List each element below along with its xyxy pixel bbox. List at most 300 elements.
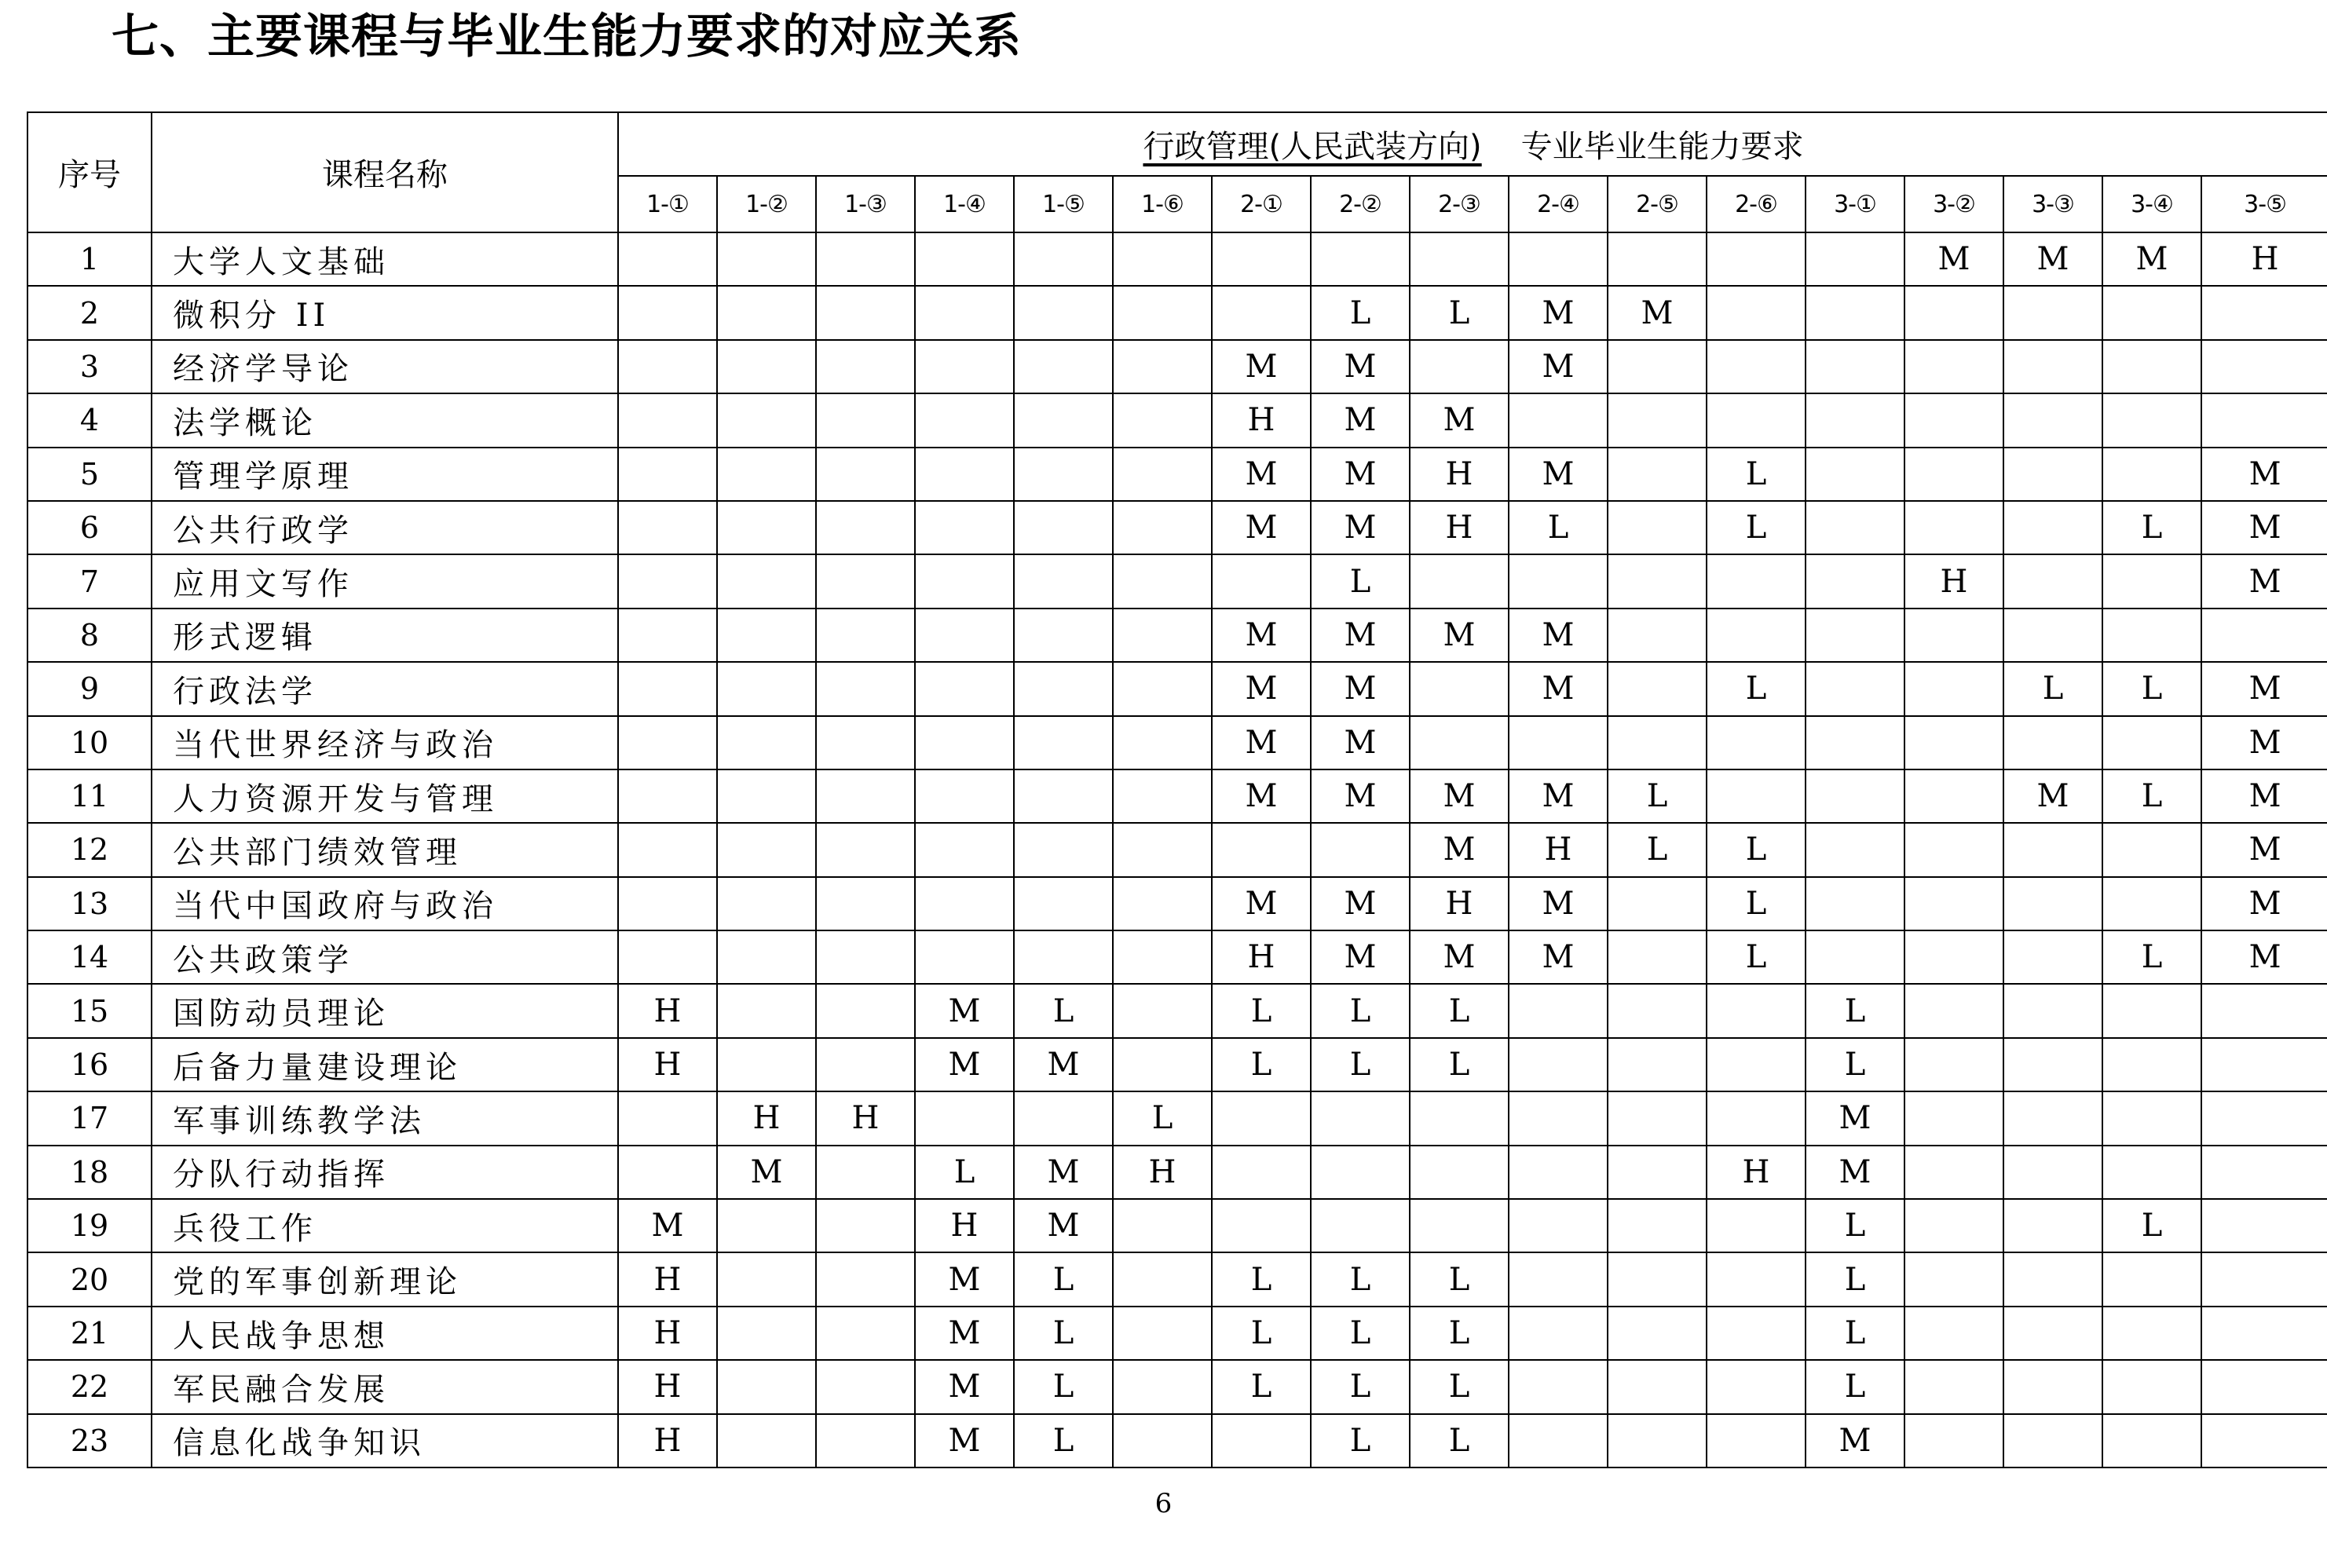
row-seq: 8 xyxy=(27,609,152,662)
ability-level-cell: M xyxy=(1311,877,1410,930)
row-seq: 7 xyxy=(27,554,152,608)
ability-column-header: 2-② xyxy=(1311,176,1410,232)
ability-level-cell xyxy=(2102,1414,2201,1467)
ability-level-cell xyxy=(1904,662,2003,715)
ability-level-cell xyxy=(1014,448,1113,501)
ability-level-cell: M xyxy=(1410,769,1509,823)
ability-level-cell xyxy=(816,930,915,984)
row-seq: 19 xyxy=(27,1199,152,1252)
ability-level-cell xyxy=(915,716,1014,769)
ability-level-cell xyxy=(2102,393,2201,447)
ability-level-cell xyxy=(1113,1038,1212,1091)
ability-level-cell xyxy=(2201,984,2327,1037)
ability-level-cell xyxy=(816,340,915,393)
ability-level-cell xyxy=(1707,554,1806,608)
ability-level-cell: L xyxy=(1311,286,1410,339)
ability-column-header: 2-⑥ xyxy=(1707,176,1806,232)
ability-level-cell xyxy=(1509,1307,1608,1360)
ability-level-cell: M xyxy=(1212,877,1311,930)
course-name: 分队行动指挥 xyxy=(152,1146,618,1199)
ability-level-cell xyxy=(1904,393,2003,447)
ability-level-cell: M xyxy=(2201,554,2327,608)
ability-level-cell xyxy=(1410,662,1509,715)
ability-level-cell xyxy=(2201,1360,2327,1413)
ability-level-cell xyxy=(1707,232,1806,286)
ability-level-cell xyxy=(1608,1146,1707,1199)
ability-level-cell: L xyxy=(1806,1360,1904,1413)
ability-level-cell xyxy=(1311,823,1410,876)
ability-level-cell xyxy=(2102,554,2201,608)
ability-level-cell xyxy=(618,232,717,286)
ability-level-cell xyxy=(1113,984,1212,1037)
ability-level-cell xyxy=(1212,1199,1311,1252)
row-seq: 9 xyxy=(27,662,152,715)
ability-level-cell xyxy=(717,984,816,1037)
course-name: 人民战争思想 xyxy=(152,1307,618,1360)
ability-column-header: 1-④ xyxy=(915,176,1014,232)
table-row xyxy=(27,1199,2327,1252)
ability-level-cell xyxy=(618,716,717,769)
table-row xyxy=(27,877,2327,930)
ability-level-cell xyxy=(2102,1252,2201,1306)
ability-column-header: 3-⑤ xyxy=(2201,176,2327,232)
ability-level-cell: M xyxy=(1014,1199,1113,1252)
table-row xyxy=(27,554,2327,608)
ability-level-cell xyxy=(2003,1091,2102,1145)
ability-level-cell xyxy=(1608,554,1707,608)
ability-level-cell xyxy=(915,232,1014,286)
ability-level-cell xyxy=(1707,984,1806,1037)
ability-level-cell xyxy=(1113,930,1212,984)
ability-level-cell xyxy=(618,393,717,447)
ability-level-cell xyxy=(1608,1199,1707,1252)
ability-level-cell: M xyxy=(1410,393,1509,447)
row-seq: 15 xyxy=(27,984,152,1037)
ability-level-cell xyxy=(816,769,915,823)
ability-level-cell xyxy=(1806,448,1904,501)
ability-level-cell xyxy=(1410,716,1509,769)
ability-level-cell xyxy=(1608,1038,1707,1091)
ability-level-cell: M xyxy=(1311,448,1410,501)
ability-level-cell: L xyxy=(1212,1307,1311,1360)
ability-level-cell xyxy=(816,1146,915,1199)
ability-level-cell: M xyxy=(915,1038,1014,1091)
ability-level-cell xyxy=(1311,1146,1410,1199)
ability-level-cell: H xyxy=(1707,1146,1806,1199)
ability-level-cell: H xyxy=(618,1307,717,1360)
ability-level-cell xyxy=(816,501,915,554)
ability-level-cell xyxy=(1212,1146,1311,1199)
ability-level-cell: M xyxy=(1509,448,1608,501)
ability-column-header: 1-① xyxy=(618,176,717,232)
ability-level-cell xyxy=(2003,877,2102,930)
table-row xyxy=(27,1091,2327,1145)
ability-level-cell xyxy=(816,1038,915,1091)
ability-level-cell xyxy=(816,554,915,608)
course-name: 后备力量建设理论 xyxy=(152,1038,618,1091)
ability-level-cell xyxy=(2003,286,2102,339)
ability-level-cell xyxy=(1707,609,1806,662)
ability-level-cell: H xyxy=(1212,930,1311,984)
ability-level-cell: L xyxy=(1410,1252,1509,1306)
course-name-column-header: 课程名称 xyxy=(152,112,618,232)
ability-level-cell xyxy=(816,1307,915,1360)
ability-level-cell xyxy=(1113,1414,1212,1467)
course-name: 兵役工作 xyxy=(152,1199,618,1252)
ability-column-header: 2-④ xyxy=(1509,176,1608,232)
ability-level-cell xyxy=(717,716,816,769)
ability-level-cell: M xyxy=(2201,501,2327,554)
row-seq: 13 xyxy=(27,877,152,930)
ability-level-cell xyxy=(915,769,1014,823)
ability-level-cell xyxy=(816,286,915,339)
ability-level-cell: H xyxy=(618,1414,717,1467)
ability-level-cell xyxy=(717,1199,816,1252)
ability-level-cell: M xyxy=(1311,340,1410,393)
course-name: 经济学导论 xyxy=(152,340,618,393)
table-row xyxy=(27,930,2327,984)
ability-level-cell xyxy=(1113,501,1212,554)
ability-level-cell xyxy=(717,232,816,286)
ability-level-cell xyxy=(2102,1038,2201,1091)
ability-level-cell: M xyxy=(1806,1414,1904,1467)
ability-level-cell xyxy=(717,769,816,823)
ability-level-cell xyxy=(2003,393,2102,447)
ability-level-cell xyxy=(1707,1252,1806,1306)
ability-level-cell xyxy=(2003,1038,2102,1091)
ability-level-cell xyxy=(1707,1038,1806,1091)
ability-level-cell: H xyxy=(717,1091,816,1145)
ability-level-cell: L xyxy=(1707,662,1806,715)
ability-column-header: 3-② xyxy=(1904,176,2003,232)
ability-level-cell: M xyxy=(618,1199,717,1252)
ability-level-cell: L xyxy=(1806,984,1904,1037)
table-row xyxy=(27,1038,2327,1091)
row-seq: 17 xyxy=(27,1091,152,1145)
ability-level-cell xyxy=(1904,877,2003,930)
ability-level-cell xyxy=(915,930,1014,984)
matrix-body xyxy=(27,232,2327,1467)
course-name: 大学人文基础 xyxy=(152,232,618,286)
ability-level-cell: L xyxy=(1014,1360,1113,1413)
ability-level-cell: M xyxy=(1212,448,1311,501)
ability-level-cell xyxy=(1806,769,1904,823)
ability-level-cell: L xyxy=(1410,1360,1509,1413)
ability-level-cell xyxy=(1410,554,1509,608)
ability-level-cell: H xyxy=(618,1252,717,1306)
ability-level-cell xyxy=(1014,393,1113,447)
ability-level-cell: M xyxy=(1311,393,1410,447)
ability-level-cell: M xyxy=(1509,340,1608,393)
ability-level-cell xyxy=(816,1252,915,1306)
ability-level-cell xyxy=(618,877,717,930)
ability-level-cell xyxy=(1904,340,2003,393)
ability-level-cell: M xyxy=(2201,448,2327,501)
ability-level-cell xyxy=(2102,716,2201,769)
ability-level-cell: H xyxy=(2201,232,2327,286)
ability-level-cell: M xyxy=(1806,1091,1904,1145)
table-row xyxy=(27,448,2327,501)
ability-level-cell xyxy=(2201,609,2327,662)
table-row xyxy=(27,1414,2327,1467)
ability-level-cell xyxy=(717,501,816,554)
ability-level-cell xyxy=(618,1091,717,1145)
ability-level-cell xyxy=(2201,1252,2327,1306)
ability-level-cell xyxy=(1014,340,1113,393)
ability-level-cell xyxy=(2003,1307,2102,1360)
ability-level-cell xyxy=(1113,877,1212,930)
ability-level-cell xyxy=(1707,1414,1806,1467)
ability-level-cell: L xyxy=(1311,1414,1410,1467)
ability-level-cell xyxy=(2102,1360,2201,1413)
row-seq: 11 xyxy=(27,769,152,823)
table-row xyxy=(27,286,2327,339)
ability-level-cell xyxy=(717,1414,816,1467)
ability-level-cell xyxy=(618,662,717,715)
ability-level-cell: M xyxy=(1212,662,1311,715)
ability-level-cell xyxy=(2003,1252,2102,1306)
ability-level-cell xyxy=(1509,984,1608,1037)
row-seq: 2 xyxy=(27,286,152,339)
ability-level-cell xyxy=(2201,286,2327,339)
course-name: 党的军事创新理论 xyxy=(152,1252,618,1306)
ability-level-cell xyxy=(1608,930,1707,984)
ability-level-cell: H xyxy=(1410,448,1509,501)
course-name: 公共行政学 xyxy=(152,501,618,554)
ability-level-cell: L xyxy=(1707,823,1806,876)
ability-level-cell xyxy=(717,554,816,608)
ability-level-cell xyxy=(717,1252,816,1306)
ability-level-cell: M xyxy=(1509,877,1608,930)
table-row xyxy=(27,609,2327,662)
ability-level-cell xyxy=(1904,1360,2003,1413)
ability-level-cell xyxy=(1014,716,1113,769)
ability-level-cell xyxy=(2201,393,2327,447)
ability-level-cell: M xyxy=(1904,232,2003,286)
ability-level-cell xyxy=(1608,232,1707,286)
ability-level-cell: M xyxy=(1410,823,1509,876)
ability-level-cell: M xyxy=(915,1307,1014,1360)
ability-level-cell: L xyxy=(1509,501,1608,554)
ability-level-cell xyxy=(1212,1414,1311,1467)
ability-level-cell xyxy=(2102,823,2201,876)
ability-level-cell xyxy=(1707,1091,1806,1145)
ability-level-cell xyxy=(1410,340,1509,393)
row-seq: 4 xyxy=(27,393,152,447)
ability-level-cell: L xyxy=(2102,930,2201,984)
ability-level-cell xyxy=(1509,1091,1608,1145)
ability-level-cell xyxy=(816,448,915,501)
ability-level-cell: L xyxy=(1311,554,1410,608)
course-name: 当代世界经济与政治 xyxy=(152,716,618,769)
ability-level-cell xyxy=(1113,232,1212,286)
ability-level-cell xyxy=(2102,1146,2201,1199)
ability-level-cell xyxy=(2003,340,2102,393)
ability-level-cell: M xyxy=(2003,232,2102,286)
ability-level-cell xyxy=(717,930,816,984)
ability-level-cell xyxy=(1904,1307,2003,1360)
row-seq: 21 xyxy=(27,1307,152,1360)
ability-level-cell xyxy=(816,609,915,662)
ability-level-cell: L xyxy=(1014,1252,1113,1306)
ability-level-cell xyxy=(717,286,816,339)
ability-level-cell xyxy=(618,286,717,339)
ability-level-cell xyxy=(717,662,816,715)
ability-level-cell xyxy=(1509,1360,1608,1413)
ability-level-cell xyxy=(1311,232,1410,286)
ability-level-cell xyxy=(1904,1199,2003,1252)
ability-level-cell xyxy=(717,393,816,447)
ability-level-cell: H xyxy=(618,1360,717,1413)
ability-level-cell xyxy=(1806,877,1904,930)
ability-level-cell xyxy=(1806,823,1904,876)
course-name: 法学概论 xyxy=(152,393,618,447)
ability-column-header: 3-④ xyxy=(2102,176,2201,232)
ability-level-cell: M xyxy=(1509,662,1608,715)
ability-level-cell xyxy=(1113,1360,1212,1413)
ability-level-cell xyxy=(1509,1414,1608,1467)
ability-level-cell xyxy=(2102,1091,2201,1145)
row-seq: 1 xyxy=(27,232,152,286)
ability-level-cell: M xyxy=(1509,609,1608,662)
ability-level-cell xyxy=(1014,232,1113,286)
ability-level-cell xyxy=(1608,1091,1707,1145)
ability-level-cell xyxy=(915,448,1014,501)
ability-level-cell: M xyxy=(1311,716,1410,769)
ability-level-cell xyxy=(1311,1199,1410,1252)
table-row xyxy=(27,769,2327,823)
ability-level-cell xyxy=(717,1360,816,1413)
ability-level-cell xyxy=(816,1360,915,1413)
course-name: 军事训练教学法 xyxy=(152,1091,618,1145)
ability-level-cell xyxy=(1509,716,1608,769)
course-name: 行政法学 xyxy=(152,662,618,715)
row-seq: 10 xyxy=(27,716,152,769)
ability-level-cell xyxy=(1113,340,1212,393)
ability-level-cell xyxy=(1113,662,1212,715)
page-number: 6 xyxy=(1154,1488,1173,1519)
ability-level-cell xyxy=(1410,1091,1509,1145)
ability-level-cell xyxy=(816,232,915,286)
ability-level-cell xyxy=(1608,1252,1707,1306)
ability-level-cell xyxy=(1509,1199,1608,1252)
ability-level-cell: M xyxy=(1311,769,1410,823)
ability-level-cell xyxy=(618,823,717,876)
ability-level-cell: L xyxy=(1014,1307,1113,1360)
ability-level-cell xyxy=(1113,609,1212,662)
ability-level-cell xyxy=(717,340,816,393)
ability-level-cell: M xyxy=(1311,930,1410,984)
course-name: 军民融合发展 xyxy=(152,1360,618,1413)
ability-level-cell xyxy=(1014,501,1113,554)
ability-level-cell xyxy=(2201,1038,2327,1091)
ability-level-cell xyxy=(1113,1307,1212,1360)
ability-level-cell: M xyxy=(1509,930,1608,984)
ability-level-cell xyxy=(1509,1146,1608,1199)
ability-level-cell xyxy=(915,823,1014,876)
ability-level-cell: M xyxy=(1212,340,1311,393)
ability-level-cell: L xyxy=(1806,1252,1904,1306)
table-row xyxy=(27,1307,2327,1360)
ability-level-cell xyxy=(1311,1091,1410,1145)
ability-level-cell xyxy=(618,554,717,608)
ability-level-cell: H xyxy=(1509,823,1608,876)
ability-level-cell: H xyxy=(816,1091,915,1145)
ability-level-cell xyxy=(1212,554,1311,608)
ability-level-cell xyxy=(1608,984,1707,1037)
ability-level-cell xyxy=(2201,1414,2327,1467)
ability-level-cell xyxy=(1509,1038,1608,1091)
ability-level-cell xyxy=(816,877,915,930)
ability-level-cell xyxy=(2003,1414,2102,1467)
seq-column-header: 序号 xyxy=(27,112,152,232)
ability-level-cell xyxy=(1608,448,1707,501)
ability-level-cell: L xyxy=(1311,1038,1410,1091)
ability-level-cell: M xyxy=(2201,930,2327,984)
ability-level-cell xyxy=(1904,609,2003,662)
ability-level-cell xyxy=(915,501,1014,554)
ability-level-cell xyxy=(1212,286,1311,339)
ability-level-cell xyxy=(1608,340,1707,393)
ability-level-cell: L xyxy=(1212,1360,1311,1413)
ability-level-cell: L xyxy=(1608,769,1707,823)
ability-level-cell xyxy=(1113,393,1212,447)
ability-level-cell xyxy=(1904,930,2003,984)
ability-level-cell xyxy=(2003,716,2102,769)
ability-group-header xyxy=(618,112,2327,176)
ability-level-cell xyxy=(1806,554,1904,608)
ability-level-cell: M xyxy=(717,1146,816,1199)
ability-level-cell xyxy=(1509,1252,1608,1306)
ability-level-cell: L xyxy=(1608,823,1707,876)
ability-level-cell: M xyxy=(1014,1146,1113,1199)
ability-level-cell xyxy=(1904,716,2003,769)
ability-level-cell: L xyxy=(915,1146,1014,1199)
ability-level-cell: L xyxy=(1311,1307,1410,1360)
ability-level-cell: L xyxy=(1311,1360,1410,1413)
ability-level-cell xyxy=(915,609,1014,662)
ability-level-cell xyxy=(816,662,915,715)
ability-level-cell xyxy=(1608,716,1707,769)
ability-level-cell xyxy=(816,393,915,447)
ability-level-cell: M xyxy=(2201,823,2327,876)
ability-level-cell xyxy=(2102,286,2201,339)
ability-level-cell xyxy=(618,340,717,393)
row-seq: 6 xyxy=(27,501,152,554)
ability-level-cell xyxy=(2003,1199,2102,1252)
ability-level-cell xyxy=(2102,984,2201,1037)
row-seq: 23 xyxy=(27,1414,152,1467)
ability-level-cell xyxy=(2003,823,2102,876)
ability-level-cell xyxy=(1113,286,1212,339)
table-row xyxy=(27,1146,2327,1199)
ability-level-cell xyxy=(915,340,1014,393)
course-name: 公共政策学 xyxy=(152,930,618,984)
ability-level-cell: L xyxy=(1410,1307,1509,1360)
ability-level-cell: H xyxy=(1410,501,1509,554)
ability-level-cell xyxy=(1806,930,1904,984)
ability-level-cell: L xyxy=(1311,1252,1410,1306)
ability-level-cell xyxy=(1014,823,1113,876)
ability-level-cell xyxy=(1509,232,1608,286)
ability-level-cell xyxy=(1806,340,1904,393)
table-row xyxy=(27,984,2327,1037)
ability-level-cell xyxy=(1113,823,1212,876)
ability-level-cell xyxy=(915,877,1014,930)
ability-level-cell: M xyxy=(2201,769,2327,823)
course-ability-matrix xyxy=(27,111,2327,1468)
ability-level-cell: H xyxy=(618,1038,717,1091)
